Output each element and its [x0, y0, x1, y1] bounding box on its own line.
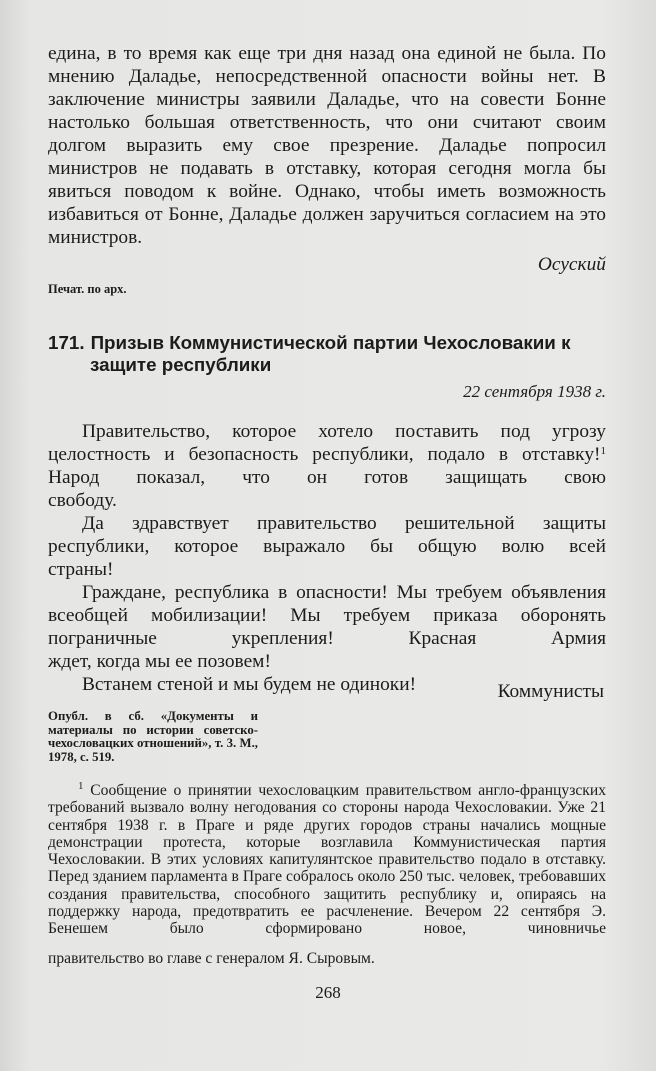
document-authors: Коммунисты — [497, 681, 604, 702]
footnote-text: Сообщение о принятии чехословацким правительством англо-французских требований вызвало волну негодования со стороны народа Чехословакии. Уже 21 сентября 1938 г. в Праге и ряде других городов страны начались мощные демонстрации протеста, которые возглавила Коммунистическая партия Чехословакии. В этих условиях капитулянтское правительство подало в отставку. Перед зданием парламента в Праге собралось около 250 тыс. человек, требовавших создания правительства, способного защитить республику и, опираясь на поддержку народа, предотвратить ее расчленение. Вечером 22 сентября Э. Бенешем было сформировано новое, чиновничье — [48, 782, 606, 938]
source-note-archive: Печат. по арх. — [48, 282, 127, 296]
signature-ossusky: Осуский — [537, 254, 606, 275]
appeal-paragraph-3-last: ждет, когда мы ее позовем! — [48, 651, 271, 672]
appeal-paragraph-4: Встанем стеной и мы будем не одиноки! — [82, 674, 417, 695]
document-date: 22 сентября 1938 г. — [463, 382, 606, 401]
document-title-line-2: защите республики — [90, 354, 272, 375]
continued-paragraph-last-line: министров. — [48, 227, 143, 248]
appeal-paragraph-2: Да здравствует правительство решительной защиты республики, которое выражало бы общую волю всей — [48, 513, 606, 557]
page-number: 268 — [315, 983, 341, 1002]
appeal-paragraph-1-text: Правительство, которое хотело поставить под угрозу целостность и безопасность республики, подало в отставку! — [48, 421, 606, 465]
continued-paragraph — [48, 42, 606, 249]
footnote-marker: 1 — [78, 780, 84, 792]
document-number: 171. — [48, 332, 85, 353]
appeal-paragraph-3: Граждане, республика в опасности! Мы требуем объявления всеобщей мобилизации! Мы требуем приказа оборонять пограничные укрепления! Красная Армия — [48, 582, 606, 649]
document-heading — [48, 332, 608, 376]
appeal-text — [48, 420, 606, 696]
appeal-paragraph-1-cont: Народ показал, что он готов защищать свою — [48, 467, 606, 488]
appeal-paragraph-1-last: свободу. — [48, 490, 117, 511]
appeal-paragraph-2-last: страны! — [48, 559, 114, 580]
footnote-last-line: правительство во главе с генералом Я. Сыровым. — [48, 950, 375, 967]
footnote-reference: 1 — [600, 445, 606, 457]
document-title-line-1: Призыв Коммунистической партии Чехословакии к — [90, 332, 571, 353]
source-note-publication: Опубл. в сб. «Документы и материалы по истории советско-чехословацких отношений», т. 3. М., 1978, с. 519. — [48, 709, 258, 764]
appeal-paragraph-1 — [48, 420, 606, 489]
footnote — [48, 782, 606, 938]
continued-paragraph-text: единa, в то время как еще три дня назад она единой не была. По мнению Даладье, непосредственной опасности войны нет. В заключение министры заявили Даладье, что на совести Бонне настолько большая ответственность, что они считают своим долгом выразить ему свое презрение. Даладье попросил министров не подавать в отставку, которая сегодня могла бы явиться поводом к войне. Однако, чтобы иметь возможность избавиться от Бонне, Даладье должен заручиться согласием на это — [48, 43, 606, 225]
